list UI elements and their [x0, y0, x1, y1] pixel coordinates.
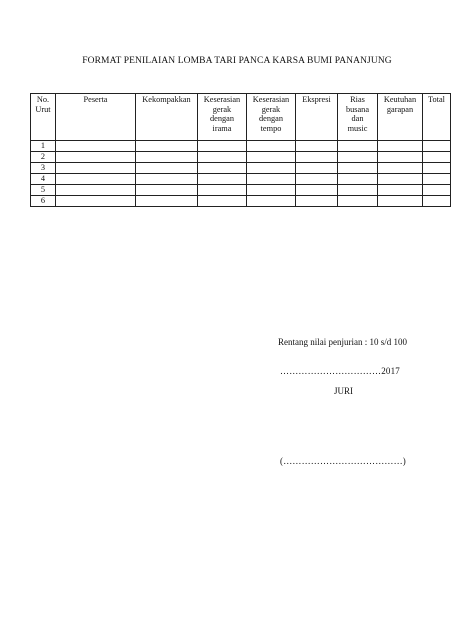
col-keserasian-tempo: Keserasian gerak dengan tempo: [247, 94, 296, 141]
table-cell: [198, 152, 247, 163]
table-cell: [136, 174, 198, 185]
table-cell: [423, 163, 451, 174]
table-cell: [56, 196, 136, 207]
table-cell: [56, 152, 136, 163]
row-number: 2: [31, 152, 56, 163]
table-cell: [247, 141, 296, 152]
signature-line: (…………………………………): [280, 456, 406, 466]
table-row: [31, 141, 451, 152]
table-cell: [247, 196, 296, 207]
table-cell: [378, 152, 423, 163]
table-row: [31, 174, 451, 185]
table-cell: [378, 174, 423, 185]
table-cell: [423, 196, 451, 207]
table-header-row: [31, 94, 451, 141]
table-cell: [378, 185, 423, 196]
table-cell: [247, 174, 296, 185]
table-row: [31, 196, 451, 207]
row-number: 6: [31, 196, 56, 207]
table-row: [31, 185, 451, 196]
table-row: [31, 163, 451, 174]
col-kekompakkan: Kekompakkan: [136, 94, 198, 141]
col-keutuhan-garapan: Keutuhan garapan: [378, 94, 423, 141]
table-cell: [338, 141, 378, 152]
table-cell: [56, 174, 136, 185]
table-cell: [136, 163, 198, 174]
col-ekspresi: Ekspresi: [296, 94, 338, 141]
table-cell: [56, 185, 136, 196]
table-cell: [296, 163, 338, 174]
col-total: Total: [423, 94, 451, 141]
row-number: 4: [31, 174, 56, 185]
table-cell: [338, 163, 378, 174]
table-cell: [338, 185, 378, 196]
table-cell: [56, 141, 136, 152]
table-cell: [247, 163, 296, 174]
table-cell: [136, 152, 198, 163]
table-cell: [296, 185, 338, 196]
table-cell: [423, 174, 451, 185]
jury-label: JURI: [334, 386, 354, 396]
table-cell: [378, 163, 423, 174]
table-cell: [338, 174, 378, 185]
table-cell: [296, 174, 338, 185]
table-cell: [423, 152, 451, 163]
table-cell: [423, 185, 451, 196]
col-rias-busana: Rias busana dan music: [338, 94, 378, 141]
table-cell: [423, 141, 451, 152]
row-number: 1: [31, 141, 56, 152]
table-cell: [198, 196, 247, 207]
table-cell: [198, 163, 247, 174]
date-line: ……………………………2017: [280, 366, 400, 376]
table-row: [31, 152, 451, 163]
table-cell: [247, 152, 296, 163]
score-table: [30, 93, 451, 207]
row-number: 5: [31, 185, 56, 196]
table-cell: [136, 141, 198, 152]
col-no-urut: No. Urut: [31, 94, 56, 141]
table-cell: [136, 196, 198, 207]
row-number: 3: [31, 163, 56, 174]
table-cell: [198, 141, 247, 152]
table-cell: [378, 141, 423, 152]
table-cell: [198, 185, 247, 196]
table-cell: [338, 196, 378, 207]
table-cell: [378, 196, 423, 207]
table-cell: [338, 152, 378, 163]
table-cell: [56, 163, 136, 174]
document-title: FORMAT PENILAIAN LOMBA TARI PANCA KARSA BUMI PANANJUNG: [82, 56, 392, 66]
table-cell: [296, 152, 338, 163]
col-peserta: Peserta: [56, 94, 136, 141]
table-cell: [296, 141, 338, 152]
score-range-note: Rentang nilai penjurian : 10 s/d 100: [278, 337, 407, 347]
table-cell: [296, 196, 338, 207]
col-keserasian-irama: Keserasian gerak dengan irama: [198, 94, 247, 141]
table-cell: [198, 174, 247, 185]
table-cell: [136, 185, 198, 196]
table-cell: [247, 185, 296, 196]
